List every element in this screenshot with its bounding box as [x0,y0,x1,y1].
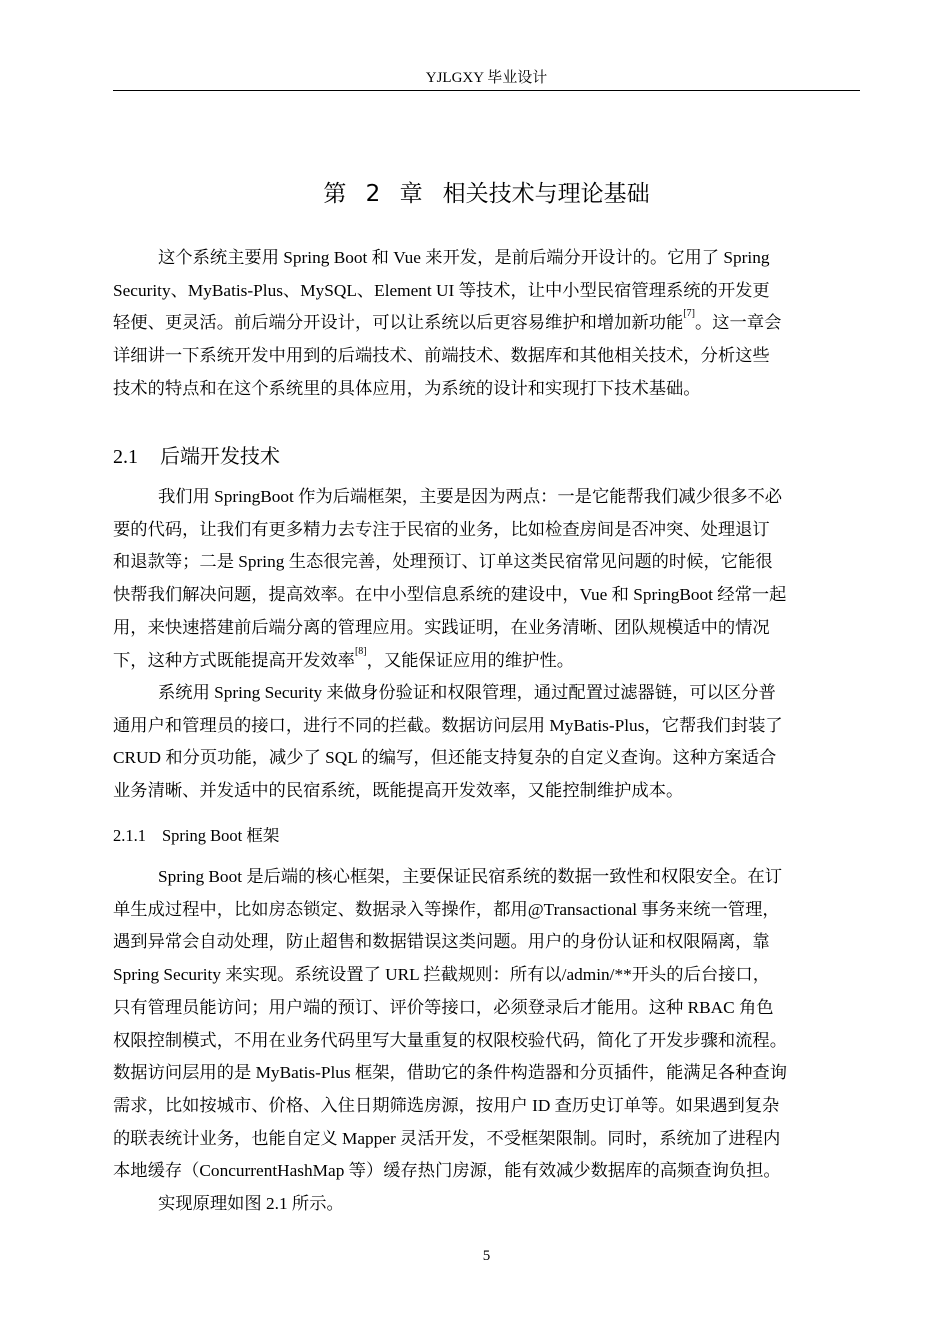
intro-line-2: Security、MyBatis-Plus、MySQL、Element UI 等技术，让中小型民宿管理系统的开发更 [113,280,770,300]
intro-line-3: 轻便、更灵活。前后端分开设计，可以让系统以后更容易维护和增加新功能[7]。这一章会 [113,308,782,333]
intro-paragraph [113,242,860,406]
para3-line-9: 的联表统计业务，也能自定义 Mapper 灵活开发，不受框架限制。同时，系统加了进程内 [113,1128,781,1148]
para3-line-7: 数据访问层用的是 MyBatis-Plus 框架，借助它的条件构造器和分页插件，能满足各种查询 [113,1063,787,1083]
section-number: 2.1 [113,446,138,468]
para2-line-4: 业务清晰、并发适中的民宿系统，既能提高开发效率，又能控制维护成本。 [113,781,684,801]
section-name: 后端开发技术 [160,444,280,468]
para4-line-1: 实现原理如图 2.1 所示。 [158,1194,344,1213]
section-title [113,438,860,475]
subsection-name: Spring Boot 框架 [162,826,280,845]
intro-line-4: 详细讲一下系统开发中用到的后端技术、前端技术、数据库和其他相关技术，分析这些 [113,346,770,366]
citation-7: [7] [683,308,695,320]
para1-line-1: 我们用 SpringBoot 作为后端框架，主要是因为两点：一是它能帮我们减少很多不必 [158,487,783,506]
paragraph-figure-ref [113,1188,860,1221]
para2-line-2: 通用户和管理员的接口，进行不同的拦截。数据访问层用 MyBatis-Plus，它帮我们封装了 [113,715,783,735]
citation-8: [8] [354,645,367,657]
paragraph-springboot-framework [113,861,860,1188]
subsection-title [113,822,860,850]
intro-line-5: 技术的特点和在这个系统里的具体应用，为系统的设计和实现打下技术基础。 [113,378,701,398]
chapter-name: 相关技术与理论基础 [442,181,650,207]
para3-line-10: 本地缓存（ConcurrentHashMap 等）缓存热门房源，能有效减少数据库的高频查询负担。 [113,1161,781,1181]
chapter-title [113,174,860,214]
para3-line-5: 只有管理员能访问；用户端的预订、评价等接口，必须登录后才能用。这种 RBAC 角色 [113,997,774,1017]
paragraph-security [113,677,860,808]
page-header: YJLGXY 毕业设计 [425,70,548,86]
para3-line-3: 遇到异常会自动处理，防止超售和数据错误这类问题。用户的身份认证和权限隔离，靠 [113,932,770,952]
intro-line-1: 这个系统主要用 Spring Boot 和 Vue 来开发，是前后端分开设计的。它用了 Spring [158,248,770,267]
para1-line-5: 用，来快速搭建前后端分离的管理应用。实践证明，在业务清晰、团队规模适中的情况 [113,617,770,637]
para3-line-2: 单生成过程中，比如房态锁定、数据录入等操作，都用@Transactional 事务来统一管理， [113,899,780,919]
chapter-label: 第 2 章 [323,181,429,207]
para1-line-3: 和退款等；二是 Spring 生态很完善，处理预订、订单这类民宿常见问题的时候，它能很 [113,552,773,572]
paragraph-springboot-choice [113,481,860,677]
subsection-number: 2.1.1 [113,826,146,845]
para1-line-6: 下，这种方式既能提高开发效率[8]，又能保证应用的维护性。 [113,645,575,670]
para2-line-1: 系统用 Spring Security 来做身份验证和权限管理，通过配置过滤器链，可以区分普 [158,683,776,702]
page-number: 5 [482,1248,491,1264]
para3-line-1: Spring Boot 是后端的核心框架，主要保证民宿系统的数据一致性和权限安全。在订 [158,867,783,886]
header-rule [113,90,860,91]
para3-line-8: 需求，比如按城市、价格、入住日期筛选房源，按用户 ID 查历史订单等。如果遇到复杂 [113,1095,780,1115]
para2-line-3: CRUD 和分页功能，减少了 SQL 的编写，但还能支持复杂的自定义查询。这种方案适合 [113,748,777,768]
para1-line-2: 要的代码，让我们有更多精力去专注于民宿的业务，比如检查房间是否冲突、处理退订 [113,519,770,539]
para3-line-4: Spring Security 来实现。系统设置了 URL 拦截规则：所有以/admin/**开头的后台接口， [113,965,770,985]
para1-line-4: 快帮我们解决问题，提高效率。在中小型信息系统的建设中，Vue 和 SpringBoot 经常一起 [113,585,787,605]
para3-line-6: 权限控制模式，不用在业务代码里写大量重复的权限校验代码，简化了开发步骤和流程。 [113,1030,787,1050]
